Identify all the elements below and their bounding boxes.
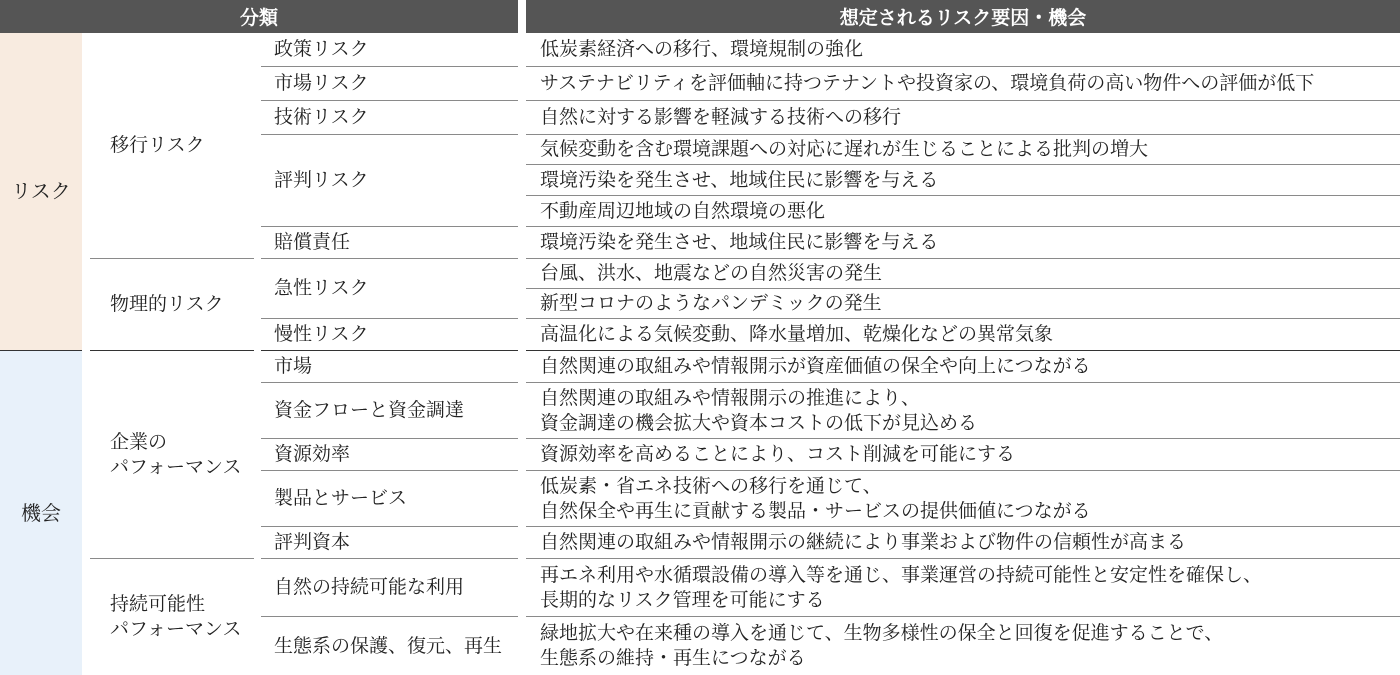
item-market-risk	[261, 67, 518, 101]
desc-reputation-risk-3	[526, 196, 1400, 227]
subcategory-physical-label: 物理的リスク	[110, 293, 224, 315]
item-products	[261, 471, 518, 527]
item-capital-label: 資金フローと資金調達	[274, 399, 465, 421]
desc-tech-risk-text: 自然に対する影響を軽減する技術への移行	[540, 106, 902, 128]
item-liability-label: 賠償責任	[274, 231, 351, 253]
desc-sustainable-use-line2: 長期的なリスク管理を可能にする	[540, 588, 825, 611]
desc-products-line2: 自然保全や再生に貢献する製品・サービスの提供価値につながる	[540, 499, 1091, 522]
desc-reputation-risk-2-text: 環境汚染を発生させ、地域住民に影響を与える	[540, 168, 939, 191]
desc-reputation-risk-1-text: 気候変動を含む環境課題への対応に遅れが生じることによる批判の増大	[540, 138, 1149, 160]
item-policy-risk	[261, 33, 518, 67]
item-reputation-risk	[261, 135, 518, 227]
item-reputation-risk-label: 評判リスク	[274, 169, 369, 191]
desc-policy-risk-text: 低炭素経済への移行、環境規制の強化	[540, 38, 864, 60]
desc-policy-risk	[526, 33, 1400, 67]
item-acute-risk	[261, 259, 518, 319]
subcategory-sustainability-line1: 持続可能性	[110, 593, 206, 615]
item-market	[261, 351, 518, 383]
header-category	[0, 0, 518, 33]
subcategory-sustainability-line2: パフォーマンス	[110, 618, 242, 640]
desc-tech-risk	[526, 101, 1400, 135]
desc-ecosystem	[526, 617, 1400, 675]
subcategory-transition-label: 移行リスク	[110, 134, 205, 156]
header-factors-label: 想定されるリスク要因・機会	[839, 7, 1087, 29]
item-ecosystem	[261, 617, 518, 675]
desc-acute-risk-2	[526, 289, 1400, 319]
desc-resource-text: 資源効率を高めることにより、コスト削減を可能にする	[540, 443, 1016, 465]
category-risk	[0, 33, 82, 351]
subcategory-physical	[90, 259, 254, 351]
header-factors	[526, 0, 1400, 33]
desc-market	[526, 351, 1400, 383]
desc-chronic-risk-text: 高温化による気候変動、降水量増加、乾燥化などの異常気象	[540, 323, 1054, 345]
desc-liability	[526, 227, 1400, 259]
subcategory-corporate-line2: パフォーマンス	[110, 455, 242, 478]
header-category-label: 分類	[239, 7, 278, 29]
desc-liability-text: 環境汚染を発生させ、地域住民に影響を与える	[540, 231, 939, 253]
item-sustainable-use-label: 自然の持続可能な利用	[274, 576, 465, 598]
subcategory-corporate-line1: 企業の	[110, 430, 168, 453]
item-reputation-capital	[261, 527, 518, 559]
item-resource-label: 資源効率	[274, 443, 351, 465]
item-market-label: 市場	[274, 355, 313, 377]
category-opportunity	[0, 351, 82, 675]
item-ecosystem-label: 生態系の保護、復元、再生	[274, 634, 503, 657]
desc-capital-line2: 資金調達の機会拡大や資本コストの低下が見込める	[540, 411, 978, 434]
subcategory-sustainability	[90, 559, 254, 675]
item-sustainable-use	[261, 559, 518, 617]
item-tech-risk-label: 技術リスク	[274, 106, 369, 128]
item-tech-risk	[261, 101, 518, 135]
desc-sustainable-use	[526, 559, 1400, 617]
subcategory-transition	[90, 33, 254, 259]
desc-acute-risk-1	[526, 259, 1400, 289]
desc-capital-line1: 自然関連の取組みや情報開示の推進により、	[540, 386, 921, 409]
desc-resource	[526, 439, 1400, 471]
desc-ecosystem-line1: 緑地拡大や在来種の導入を通じて、生物多様性の保全と回復を促進することで、	[540, 622, 1224, 644]
item-resource	[261, 439, 518, 471]
desc-ecosystem-line2: 生態系の維持・再生につながる	[540, 647, 806, 669]
item-chronic-risk-label: 慢性リスク	[274, 323, 369, 345]
desc-reputation-risk-2	[526, 165, 1400, 196]
desc-market-text: 自然関連の取組みや情報開示が資産価値の保全や向上につながる	[540, 355, 1091, 377]
desc-chronic-risk	[526, 319, 1400, 351]
desc-reputation-risk-3-text: 不動産周辺地域の自然環境の悪化	[540, 199, 826, 222]
desc-acute-risk-2-text: 新型コロナのようなパンデミックの発生	[540, 292, 882, 314]
desc-reputation-risk-1	[526, 135, 1400, 165]
desc-sustainable-use-line1: 再エネ利用や水循環設備の導入等を通じ、事業運営の持続可能性と安定性を確保し、	[540, 563, 1263, 586]
category-risk-label: リスク	[11, 179, 71, 203]
desc-reputation-capital	[526, 527, 1400, 559]
desc-reputation-capital-text: 自然関連の取組みや情報開示の継続により事業および物件の信頼性が高まる	[540, 531, 1187, 553]
item-products-label: 製品とサービス	[274, 487, 408, 509]
item-chronic-risk	[261, 319, 518, 351]
desc-products	[526, 471, 1400, 527]
item-policy-risk-label: 政策リスク	[274, 38, 369, 60]
item-capital	[261, 383, 518, 439]
item-market-risk-label: 市場リスク	[274, 72, 369, 94]
category-opportunity-label: 機会	[21, 500, 61, 525]
desc-capital	[526, 383, 1400, 439]
item-liability	[261, 227, 518, 259]
subcategory-corporate	[90, 351, 254, 559]
desc-market-risk	[526, 67, 1400, 101]
desc-acute-risk-1-text: 台風、洪水、地震などの自然災害の発生	[540, 262, 883, 284]
item-reputation-capital-label: 評判資本	[274, 531, 351, 553]
item-acute-risk-label: 急性リスク	[274, 277, 369, 299]
desc-products-line1: 低炭素・省エネ技術への移行を通じて、	[540, 474, 882, 497]
desc-market-risk-text: サステナビリティを評価軸に持つテナントや投資家の、環境負荷の高い物件への評価が低下	[540, 72, 1315, 94]
